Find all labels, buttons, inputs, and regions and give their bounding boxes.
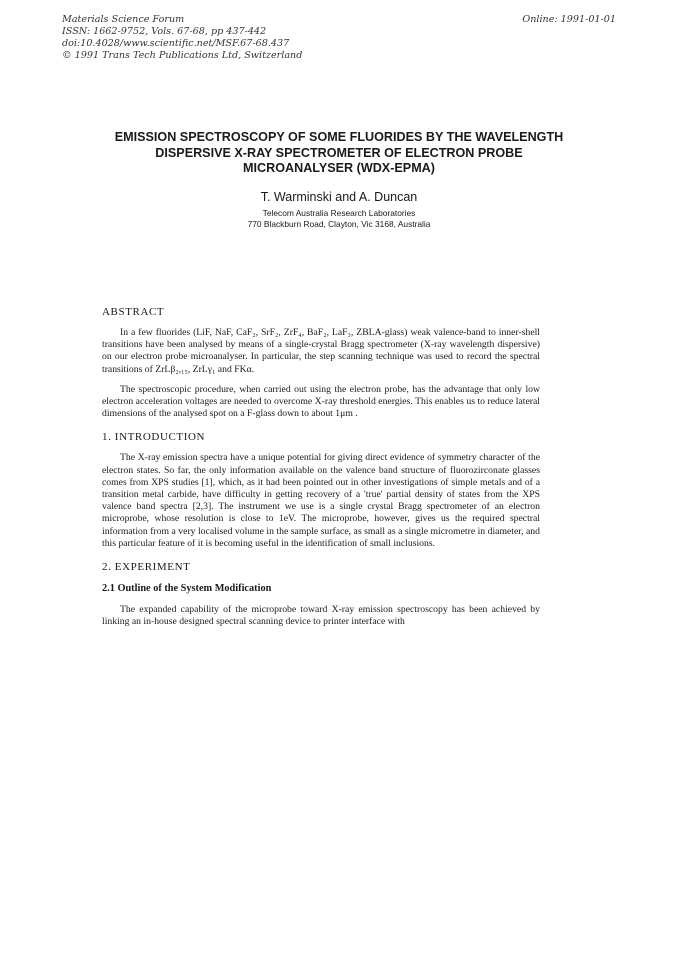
paper-title: EMISSION SPECTROSCOPY OF SOME FLUORIDES BY THE WAVELENGTH DISPERSIVE X-RAY SPECTROMETER OF ELECTRON PROBE MICROANALYSER (WDX-EPMA) — [114, 130, 564, 175]
online-date: Online: 1991-01-01 — [522, 14, 616, 25]
affiliation-address: 770 Blackburn Road, Clayton, Vic 3168, Australia — [247, 219, 431, 229]
experiment-heading: 2. EXPERIMENT — [102, 561, 191, 574]
abstract-paragraph-1: In a few fluorides (LiF, NaF, CaF₂, SrF₂, ZrF₄, BaF₂, LaF₃, ZBLA-glass) weak valence-band to inner-shell transitions have been analysed by means of a single-crystal Bragg spectrometer (X-ray wavelength dispersive) on our electron probe microanalyser. In particular, the step scanning technique was used to record the spectral transitions of ZrLβ₂,₁₅, ZrLγ₁ and FKα. — [102, 327, 540, 375]
journal-name: Materials Science Forum — [62, 14, 185, 25]
paper-authors: T. Warminski and A. Duncan — [260, 190, 418, 204]
abstract-paragraph-2: The spectroscopic procedure, when carried out using the electron probe, has the advantage that only low electron acceleration voltages are needed to overcome X-ray threshold energies. This enables us to reduce lateral dimensions of the analysed spot on a F-glass down to about 1μm . — [102, 383, 540, 420]
affiliation — [0, 208, 678, 230]
introduction-paragraph: The X-ray emission spectra have a unique potential for giving direct evidence of symmetry character of the electron states. So far, the only information available on the valence band structure of fluorozirconate glasses comes from XPS studies [1], which, as it had been pointed out in other investigations of simple metals and of a transition metal carbide, have difficulty in getting recovery of a 'true' partial density of states from the XPS valence band spectra [2,3]. The instrument we use is a single crystal Bragg spectrometer of an electron microprobe, whose resolution is close to 1eV. The microprobe, however, gives us the required spectral information from a very localised volume in the sample surface, as small as a single micrometre in diameter, and this particular feature of it is becoming useful in the identification of small inclusions. — [102, 452, 540, 549]
affiliation-org: Telecom Australia Research Laboratories — [262, 208, 416, 218]
experiment-subheading: 2.1 Outline of the System Modification — [102, 583, 272, 595]
copyright-line: © 1991 Trans Tech Publications Ltd, Switzerland — [62, 50, 303, 61]
doi-line: doi:10.4028/www.scientific.net/MSF.67-68.437 — [62, 38, 290, 49]
introduction-heading: 1. INTRODUCTION — [102, 431, 206, 444]
experiment-paragraph: The expanded capability of the microprobe toward X-ray emission spectroscopy has been achieved by linking an in-house designed spectral scanning device to printer interface with — [102, 604, 540, 628]
paper-body — [102, 305, 540, 628]
abstract-heading: ABSTRACT — [102, 306, 165, 318]
journal-header — [62, 14, 302, 62]
issn-line: ISSN: 1662-9752, Vols. 67-68, pp 437-442 — [62, 26, 267, 37]
